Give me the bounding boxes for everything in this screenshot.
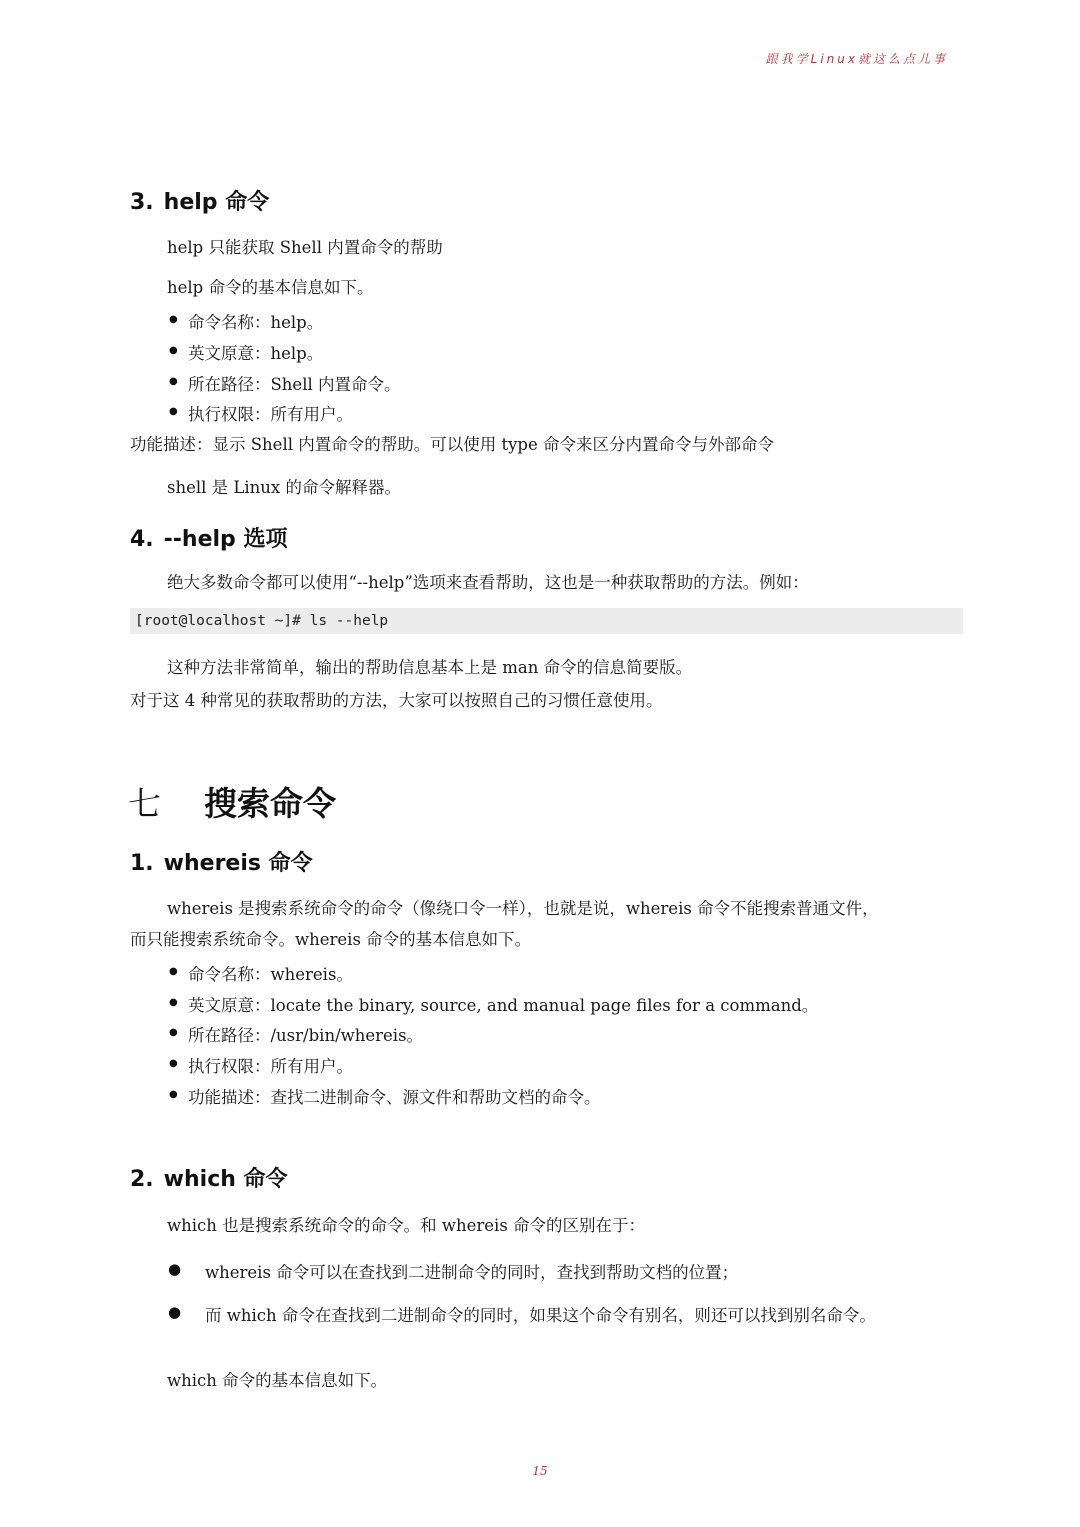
list-item: ● 命令名称：help。 [188,309,323,333]
chapter-heading [128,778,336,825]
paragraph: shell 是 Linux 的命令解释器。 [167,478,401,497]
paragraph: help 命令的基本信息如下。 [167,278,374,297]
paragraph: whereis 是搜索系统命令的命令（像绕口令一样），也就是说，whereis 命令不能搜索普通文件， [167,899,879,918]
section-title: whereis 命令 [163,851,313,876]
section-heading-help [130,185,269,216]
section-number: 1. [130,851,154,876]
section-heading-whereis [130,846,313,877]
page-number: 15 [532,1464,548,1478]
list-item: ● 所在路径：/usr/bin/whereis。 [188,1022,423,1046]
list-item: ● 执行权限：所有用户。 [188,1053,353,1077]
section-title: --help 选项 [163,527,288,552]
paragraph: 而只能搜索系统命令。whereis 命令的基本信息如下。 [130,930,532,949]
list-item: ● 执行权限：所有用户。 [188,401,353,425]
paragraph: 这种方法非常简单，输出的帮助信息基本上是 man 命令的信息简要版。 [167,658,693,677]
chapter-number: 七 [128,784,161,823]
section-number: 4. [130,527,154,552]
list-item: ● 而 which 命令在查找到二进制命令的同时，如果这个命令有别名，则还可以找到别名命令。 [205,1302,876,1326]
code-line: [root@localhost ~]# ls --help [135,613,389,629]
list-item: ● 功能描述：查找二进制命令、源文件和帮助文档的命令。 [188,1084,601,1108]
chapter-title: 搜索命令 [204,784,336,823]
list-item: ● 命令名称：whereis。 [188,961,353,985]
list-item: ● whereis 命令可以在查找到二进制命令的同时，查找到帮助文档的位置； [205,1259,738,1283]
section-heading-which [130,1162,288,1193]
list-item: ● 英文原意：locate the binary, source, and manual page files for a command。 [188,992,818,1016]
section-heading-help-option [130,522,287,553]
paragraph: 绝大多数命令都可以使用“--help”选项来查看帮助，这也是一种获取帮助的方法。例如： [167,573,809,592]
paragraph: which 也是搜索系统命令的命令。和 whereis 命令的区别在于： [167,1216,646,1235]
paragraph: 对于这 4 种常见的获取帮助的方法，大家可以按照自己的习惯任意使用。 [130,691,663,710]
paragraph: help 只能获取 Shell 内置命令的帮助 [167,238,443,257]
section-number: 3. [130,190,154,215]
section-title: which 命令 [163,1167,288,1192]
running-header: 跟我学Linux就这么点儿事 [765,52,948,66]
section-number: 2. [130,1167,154,1192]
section-title: help 命令 [163,190,270,215]
paragraph: 功能描述：显示 Shell 内置命令的帮助。可以使用 type 命令来区分内置命令与外部命令 [130,435,775,454]
paragraph: which 命令的基本信息如下。 [167,1371,388,1390]
code-block [130,608,963,634]
list-item: ● 英文原意：help。 [188,340,323,364]
list-item: ● 所在路径：Shell 内置命令。 [188,371,401,395]
